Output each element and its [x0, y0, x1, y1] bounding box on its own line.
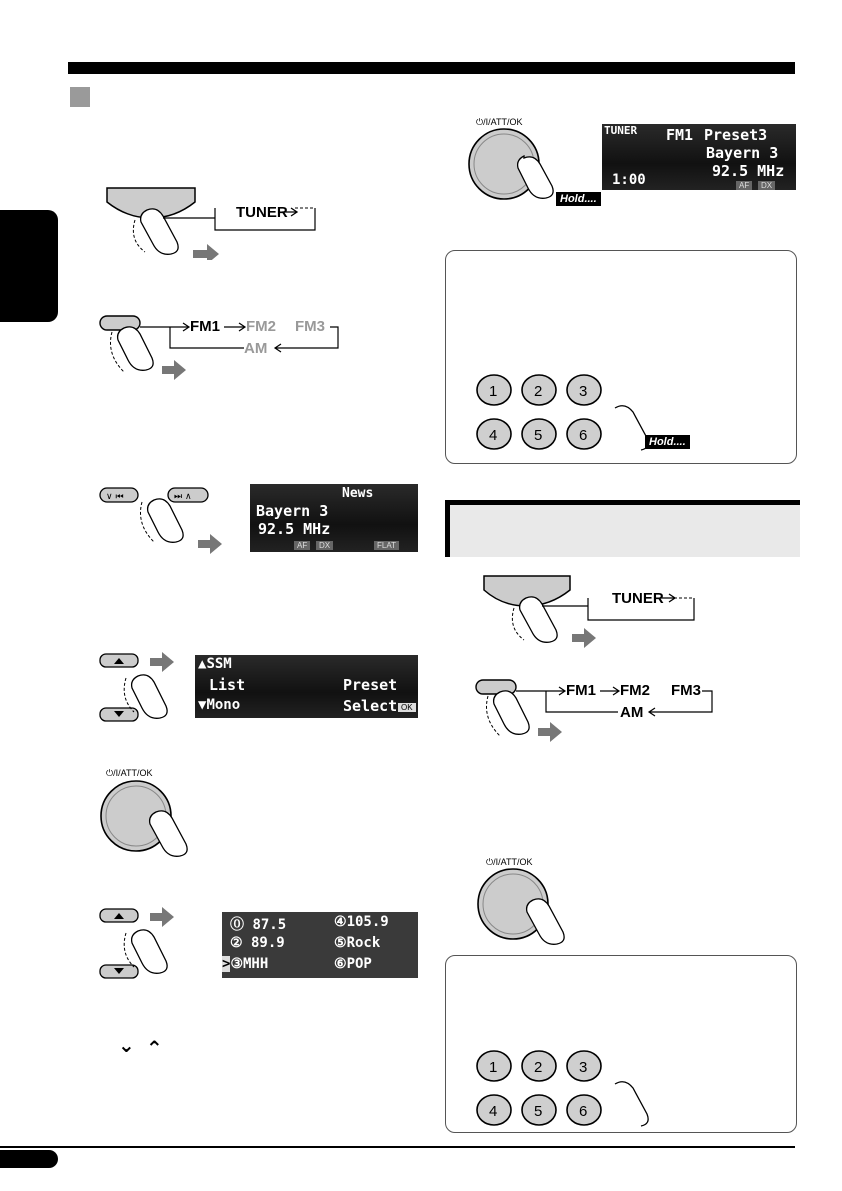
- arrow-right-icon: [282, 207, 302, 217]
- tuner-indicator: TUNER: [604, 124, 638, 137]
- selection-cursor-icon: >: [222, 956, 231, 972]
- list-item: 89.9: [250, 935, 285, 951]
- att-ok-knob-illustration: [98, 778, 208, 858]
- band-fm2: FM2: [246, 318, 276, 335]
- band-fm3: FM3: [295, 318, 325, 335]
- ok-indicator: OK: [398, 703, 416, 712]
- dx-indicator: DX: [758, 181, 775, 190]
- bottom-rule: [0, 1146, 795, 1148]
- svg-text:5: 5: [534, 1103, 543, 1120]
- page-number-tab: [0, 1150, 58, 1168]
- svg-text:4: 4: [489, 427, 498, 444]
- number-key-2[interactable]: [522, 375, 556, 405]
- list-item: POP: [346, 956, 372, 972]
- arrow-right-icon: [660, 593, 680, 603]
- band-fm1: FM1: [190, 318, 220, 335]
- tuner-label: TUNER: [612, 590, 664, 607]
- number-keys-press: [475, 1048, 705, 1128]
- number-key-2[interactable]: [522, 1051, 556, 1081]
- hold-badge: Hold....: [645, 435, 690, 449]
- svg-text:3: 3: [579, 383, 588, 400]
- source-button-illustration-2: [478, 570, 708, 650]
- number-key-3[interactable]: [567, 1051, 601, 1081]
- finger-icon: [150, 811, 188, 856]
- band-am: AM: [620, 704, 644, 721]
- arrow-icon: [162, 360, 186, 380]
- band-cycle-arrows: [140, 318, 340, 358]
- band-cycle-arrows: [516, 682, 716, 722]
- band-am: AM: [244, 340, 268, 357]
- af-indicator: AF: [294, 541, 310, 550]
- att-ok-label: ⏻/I/ATT/OK: [476, 117, 523, 127]
- af-indicator: AF: [736, 181, 752, 190]
- band-fm2: FM2: [620, 682, 650, 699]
- svg-text:2: 2: [534, 383, 543, 400]
- svg-text:⏭ ∧: ⏭ ∧: [174, 492, 192, 502]
- list-item: 105.9: [346, 914, 389, 930]
- clock: 1:00: [612, 172, 646, 188]
- finger-icon: [141, 209, 179, 254]
- list-item: Rock: [346, 935, 381, 951]
- up-down-buttons-illustration: [98, 650, 188, 725]
- menu-display: ▲SSM List ▼Mono Preset Select OK: [195, 655, 418, 718]
- seek-buttons-illustration: [98, 484, 228, 554]
- band-fm1: FM1: [566, 682, 596, 699]
- preset-number: Preset3: [704, 126, 768, 144]
- arrow-icon: [150, 907, 174, 927]
- arrow-icon: [538, 722, 562, 742]
- att-ok-knob-illustration-2: [475, 866, 585, 946]
- svg-text:2: 2: [534, 1059, 543, 1076]
- band-indicator: FM1: [666, 126, 694, 144]
- arrow-icon: [150, 652, 174, 672]
- chevron-up-icon: ⌃: [146, 1038, 163, 1060]
- language-side-tab: [0, 210, 58, 322]
- program-type: News: [342, 486, 374, 501]
- number-key-1[interactable]: [477, 375, 511, 405]
- up-down-buttons-illustration-2: [98, 905, 188, 985]
- finger-icon: [527, 899, 565, 944]
- svg-text:4: 4: [489, 1103, 498, 1120]
- band-fm3: FM3: [671, 682, 701, 699]
- hold-badge: Hold....: [556, 192, 601, 206]
- number-key-5[interactable]: [522, 1095, 556, 1125]
- svg-text:1: 1: [489, 1059, 498, 1076]
- number-key-6[interactable]: [567, 1095, 601, 1125]
- svg-text:5: 5: [534, 427, 543, 444]
- chevron-down-icon: ⌄: [118, 1035, 135, 1057]
- section-marker: [70, 87, 90, 107]
- station-name: Bayern 3: [256, 502, 329, 520]
- number-key-4[interactable]: [477, 419, 511, 449]
- att-ok-label: ⏻/I/ATT/OK: [106, 768, 153, 778]
- preset-list-display: ⓪ 87.5 ④105.9 ② 89.9 ⑤Rock >③MHH ⑥POP: [222, 912, 418, 978]
- number-key-5[interactable]: [522, 419, 556, 449]
- svg-text:1: 1: [489, 383, 498, 400]
- svg-text:6: 6: [579, 1103, 588, 1120]
- top-rule: [68, 62, 795, 74]
- station-name: Bayern 3: [706, 144, 779, 162]
- menu-preset: Preset: [343, 676, 398, 694]
- menu-list: List: [209, 676, 246, 694]
- finger-icon: [615, 406, 648, 450]
- finger-icon: [615, 1082, 648, 1126]
- frequency: 92.5 MHz: [258, 520, 331, 538]
- frequency: 92.5 MHz: [712, 162, 785, 180]
- finger-icon: [520, 597, 558, 642]
- arrow-icon: [193, 244, 219, 260]
- att-ok-label: ⏻/I/ATT/OK: [486, 857, 533, 867]
- dx-indicator: DX: [316, 541, 333, 550]
- list-item: MHH: [243, 956, 269, 972]
- number-key-4[interactable]: [477, 1095, 511, 1125]
- svg-text:∨ ⏮: ∨ ⏮: [106, 492, 124, 502]
- svg-text:6: 6: [579, 427, 588, 444]
- arrow-icon: [572, 628, 596, 648]
- arrow-icon: [198, 534, 222, 554]
- section-header-box: [445, 500, 800, 557]
- menu-mono: Mono: [206, 697, 241, 713]
- number-key-3[interactable]: [567, 375, 601, 405]
- menu-select: Select: [343, 697, 398, 715]
- number-key-1[interactable]: [477, 1051, 511, 1081]
- flat-indicator: FLAT: [374, 541, 399, 550]
- list-item: 87.5: [252, 917, 287, 933]
- seek-display: [250, 484, 418, 552]
- number-key-6[interactable]: [567, 419, 601, 449]
- svg-text:3: 3: [579, 1059, 588, 1076]
- preset-store-display: [602, 124, 796, 190]
- finger-icon: [148, 499, 184, 542]
- menu-ssm: SSM: [206, 656, 232, 672]
- tuner-label: TUNER: [236, 204, 288, 221]
- source-button-illustration: [95, 180, 335, 260]
